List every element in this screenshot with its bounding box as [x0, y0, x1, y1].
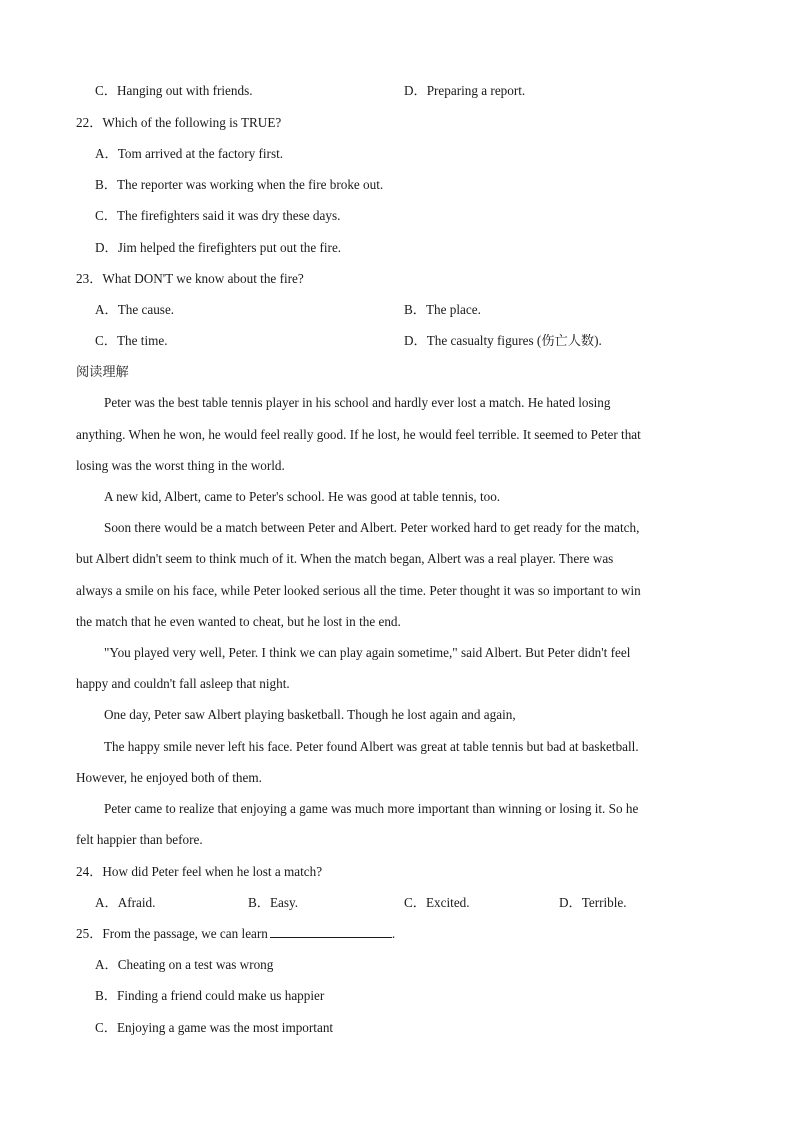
passage-line: A new kid, Albert, came to Peter's school. He was good at table tennis, too. [104, 489, 501, 504]
passage-line: Soon there would be a match between Peter and Albert. Peter worked hard to get ready for the match, [104, 520, 640, 535]
passage-line: Peter came to realize that enjoying a game was much more important than winning or losing it. So he [104, 801, 639, 816]
q22-option-a: A．Tom arrived at the factory first. [95, 146, 284, 161]
q24-option-d: D．Terrible. [559, 895, 627, 910]
passage-line: anything. When he won, he would feel really good. If he lost, he would feel terrible. It seemed to Peter that [76, 427, 641, 442]
q21-option-d: D．Preparing a report. [404, 83, 526, 98]
q23-option-b: B．The place. [404, 302, 481, 317]
q25-option-a: A．Cheating on a test was wrong [95, 957, 274, 972]
q24-stem: 24．How did Peter feel when he lost a match? [76, 864, 323, 879]
passage-line: but Albert didn't seem to think much of it. When the match began, Albert was a real player. There was [76, 551, 614, 566]
q23-option-a: A．The cause. [95, 302, 175, 317]
q21-option-c: C．Hanging out with friends. [95, 83, 253, 98]
q24-option-c: C．Excited. [404, 895, 470, 910]
q25-option-b: B．Finding a friend could make us happier [95, 988, 325, 1003]
q22-option-b: B．The reporter was working when the fire broke out. [95, 177, 384, 192]
q23-stem: 23．What DON'T we know about the fire? [76, 271, 304, 286]
passage-line: the match that he even wanted to cheat, but he lost in the end. [76, 614, 401, 629]
q25-stem-end: . [391, 926, 396, 941]
q23-option-d: D．The casualty figures (伤亡人数). [404, 333, 602, 348]
passage-line: always a smile on his face, while Peter looked serious all the time. Peter thought it was so important to win [76, 583, 641, 598]
passage-line: Peter was the best table tennis player in his school and hardly ever lost a match. He hated losing [104, 395, 611, 410]
q25-option-c: C．Enjoying a game was the most important [95, 1020, 334, 1035]
section-title: 阅读理解 [76, 364, 129, 379]
passage-line: felt happier than before. [76, 832, 203, 847]
passage-line: "You played very well, Peter. I think we can play again sometime," said Albert. But Peter didn't feel [104, 645, 631, 660]
passage-line: However, he enjoyed both of them. [76, 770, 262, 785]
q24-option-a: A．Afraid. [95, 895, 156, 910]
answer-blank [270, 925, 392, 938]
passage-line: happy and couldn't fall asleep that night. [76, 676, 290, 691]
passage-line: losing was the worst thing in the world. [76, 458, 285, 473]
q25-stem [76, 925, 395, 943]
passage-line: The happy smile never left his face. Peter found Albert was great at table tennis but bad at basketball. [104, 739, 639, 754]
passage-line: One day, Peter saw Albert playing basketball. Though he lost again and again, [104, 707, 516, 722]
q22-stem: 22．Which of the following is TRUE? [76, 115, 282, 130]
q24-option-b: B．Easy. [248, 895, 299, 910]
q25-stem-text: 25．From the passage, we can learn [76, 926, 268, 941]
q23-option-c: C．The time. [95, 333, 168, 348]
q22-option-d: D．Jim helped the firefighters put out the fire. [95, 240, 342, 255]
q22-option-c: C．The firefighters said it was dry these days. [95, 208, 341, 223]
